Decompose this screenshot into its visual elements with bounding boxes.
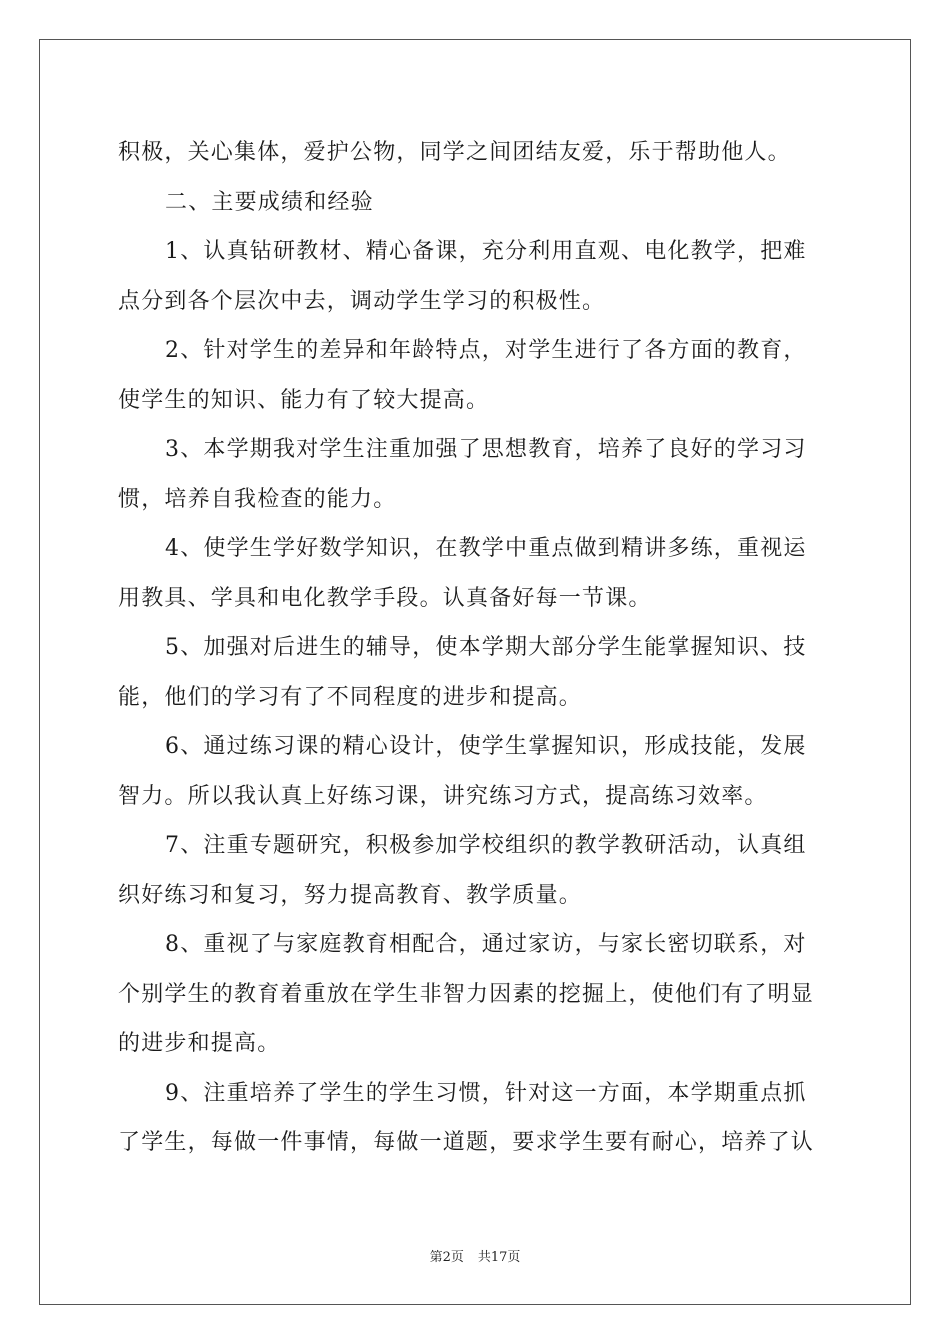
text-line: 个别学生的教育着重放在学生非智力因素的挖掘上，使他们有了明显 [118,981,815,1007]
text-line: 积极，关心集体，爱护公物，同学之间团结友爱，乐于帮助他人。 [118,140,791,165]
text-line: 7、注重专题研究，积极参加学校组织的教学教研活动，认真组 [165,833,807,858]
text-line: 6、通过练习课的精心设计，使学生掌握知识，形成技能，发展 [165,734,807,759]
text-line: 能，他们的学习有了不同程度的进步和提高。 [118,684,583,710]
text-line: 4、使学生学好数学知识，在教学中重点做到精讲多练，重视运 [165,536,807,561]
text-line: 织好练习和复习，努力提高教育、教学质量。 [118,882,583,908]
text-line: 了学生，每做一件事情，每做一道题，要求学生要有耐心，培养了认 [118,1130,815,1155]
text-line: 智力。所以我认真上好练习课，讲究练习方式，提高练习效率。 [118,783,768,809]
document-body [118,128,838,1168]
total-pages: 共17页 [477,1250,521,1265]
text-line: 8、重视了与家庭教育相配合，通过家访，与家长密切联系，对 [165,932,807,957]
text-line: 的进步和提高。 [118,1031,281,1056]
page-footer [0,1246,950,1265]
text-line: 2、针对学生的差异和年龄特点，对学生进行了各方面的教育， [165,338,807,363]
text-line: 用教具、学具和电化教学手段。认真备好每一节课。 [118,585,652,611]
text-line: 使学生的知识、能力有了较大提高。 [118,387,490,413]
text-line: 点分到各个层次中去，调动学生学习的积极性。 [118,288,606,314]
text-line: 1、认真钻研教材、精心备课，充分利用直观、电化教学，把难 [165,239,807,264]
page-number: 第2页 [429,1250,464,1265]
text-line: 3、本学期我对学生注重加强了思想教育，培养了良好的学习习 [165,437,807,462]
section-heading: 二、主要成绩和经验 [165,189,374,215]
text-line: 5、加强对后进生的辅导，使本学期大部分学生能掌握知识、技 [165,635,807,660]
text-line: 9、注重培养了学生的学生习惯，针对这一方面，本学期重点抓 [165,1080,807,1106]
text-line: 惯，培养自我检查的能力。 [118,486,397,512]
